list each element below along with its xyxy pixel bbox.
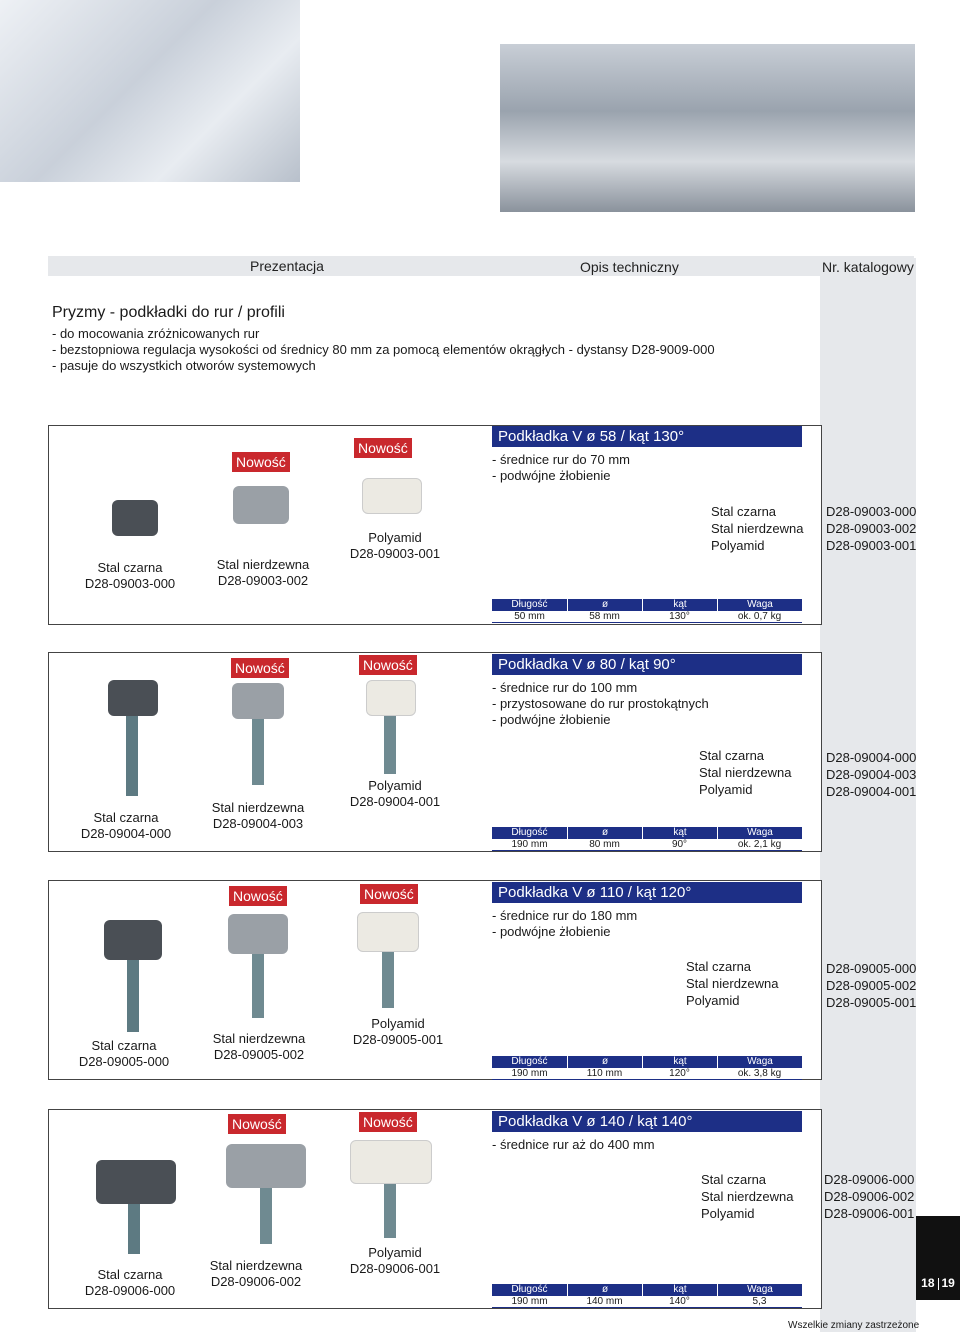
material-list [699,747,792,798]
spec-header: Waga [717,599,802,611]
catalog-code: D28-09003-002 [826,521,917,536]
intro-line: - pasuje do wszystkich otworów systemowych [52,358,316,373]
part-bolt-polyamid [384,716,396,774]
code-list [826,503,916,554]
description-line: - średnice rur do 70 mm [492,452,630,467]
intro-list [52,326,812,374]
spec-header: ø [567,599,642,611]
product-title: Podkładka V ø 140 / kąt 140° [492,1111,802,1132]
catalog-code: D28-09004-001 [826,784,917,799]
item-code: D28-09004-000 [80,826,172,841]
item-label [64,1038,184,1070]
item-label [335,778,455,810]
item-code: D28-09004-001 [349,794,441,809]
item-code: D28-09006-002 [210,1274,302,1289]
item-label [66,810,186,842]
new-badge: Nowość [354,438,412,458]
header-photo-left [0,0,300,182]
part-bolt-stainless [260,1188,272,1244]
material-name: Stal czarna [686,959,752,974]
material-name: Polyamid [701,1206,755,1221]
catalog-code: D28-09006-002 [824,1189,915,1204]
part-image-black [104,920,162,960]
new-badge: Nowość [359,655,417,675]
part-image-black [96,1160,176,1204]
item-code: D28-09005-001 [352,1032,444,1047]
item-material: Polyamid [368,778,422,793]
new-badge: Nowość [228,1114,286,1134]
intro-line: - bezstopniowa regulacja wysokości od średnicy 80 mm za pomocą elementów okrągłych - dystansy D28-9009-000 [52,342,715,357]
new-badge: Nowość [231,658,289,678]
spec-value: 120° [669,1068,690,1079]
part-image-stainless [232,683,284,719]
spec-value: 130° [669,611,690,622]
material-name: Stal nierdzewna [711,521,804,536]
spec-value: ok. 3,8 kg [737,1068,782,1079]
spec-value: 90° [671,839,688,850]
item-code: D28-09005-000 [78,1054,170,1069]
catalog-code: D28-09006-001 [824,1206,915,1221]
part-image-polyamid [357,912,419,952]
catalog-code: D28-09005-001 [826,995,917,1010]
description-line: - średnice rur do 180 mm [492,908,638,923]
item-material: Stal czarna [93,810,159,825]
spec-value: 140 mm [586,1296,623,1307]
spec-header: Waga [717,827,802,839]
spec-value: 190 mm [511,1296,548,1307]
material-name: Stal czarna [711,504,777,519]
item-material: Stal czarna [97,560,163,575]
item-material: Stal nierdzewna [216,557,310,572]
description-line: - podwójne żłobienie [492,924,611,939]
catalog-code: D28-09005-000 [826,961,917,976]
column-header-bar [48,256,914,276]
spec-table [492,1284,802,1308]
spec-value: 58 mm [589,611,620,622]
item-code: D28-09004-003 [212,816,304,831]
page-left: 18 [921,1276,935,1290]
spec-value: 140° [669,1296,690,1307]
spec-value: ok. 2,1 kg [737,839,782,850]
item-code: D28-09003-000 [84,576,176,591]
part-image-black [112,500,158,536]
material-name: Stal nierdzewna [699,765,792,780]
item-material: Polyamid [368,1245,422,1260]
header-prezentacja: Prezentacja [250,258,324,274]
spec-value: ok. 0,7 kg [737,611,782,622]
spec-header: Długość [511,1056,548,1067]
page-divider [938,1278,939,1290]
catalog-code: D28-09006-000 [824,1172,915,1187]
item-code: D28-09003-002 [217,573,309,588]
part-image-stainless [233,486,289,524]
material-list [711,503,804,554]
description-line: - średnice rur do 100 mm [492,680,638,695]
description-line: - podwójne żłobienie [492,468,611,483]
new-badge: Nowość [229,886,287,906]
part-image-polyamid [362,478,422,514]
material-name: Stal czarna [701,1172,767,1187]
item-label [338,1016,458,1048]
item-material: Stal nierdzewna [212,1031,306,1046]
material-list [701,1171,794,1222]
code-list [824,1171,914,1222]
product-title: Podkładka V ø 80 / kąt 90° [492,654,802,675]
spec-table [492,1056,802,1080]
item-label [203,557,323,589]
item-code: D28-09005-002 [213,1047,305,1062]
spec-value: 80 mm [589,839,620,850]
material-name: Polyamid [699,782,753,797]
header-photo-right [500,44,915,212]
material-name: Stal nierdzewna [686,976,779,991]
part-image-black [108,680,158,716]
item-label [70,560,190,592]
part-bolt-polyamid [382,952,394,1008]
intro-title: Pryzmy - podkładki do rur / profili [52,304,285,321]
item-material: Stal czarna [91,1038,157,1053]
product-section [48,425,822,625]
spec-table [492,827,802,851]
part-image-stainless [228,914,288,954]
catalog-code: D28-09003-000 [826,504,917,519]
product-description [492,452,630,484]
part-image-polyamid [366,680,416,716]
part-bolt-stainless [252,719,264,785]
product-description [492,680,709,728]
spec-header: kąt [642,599,717,611]
product-title: Podkładka V ø 58 / kąt 130° [492,426,802,447]
spec-header: Waga [717,1284,802,1296]
spec-header: kąt [642,1284,717,1296]
material-name: Stal czarna [699,748,765,763]
item-code: D28-09003-001 [349,546,441,561]
item-material: Polyamid [371,1016,425,1031]
catalog-code: D28-09004-000 [826,750,917,765]
material-name: Stal nierdzewna [701,1189,794,1204]
header-katalog: Nr. katalogowy [822,259,914,275]
page-right: 19 [941,1276,955,1290]
intro-line: - do mocowania zróżnicowanych rur [52,326,260,341]
footer-note: Wszelkie zmiany zastrzeżone [788,1320,920,1331]
material-name: Polyamid [686,993,740,1008]
spec-value: 5,3 [752,1296,767,1307]
part-bolt-stainless [252,954,264,1018]
description-line: - średnice rur aż do 400 mm [492,1137,655,1152]
new-badge: Nowość [359,1112,417,1132]
spec-header: ø [567,1284,642,1296]
spec-header: Waga [717,1056,802,1068]
item-label [198,800,318,832]
catalog-code: D28-09005-002 [826,978,917,993]
part-bolt-black [127,960,139,1032]
header-opis: Opis techniczny [580,259,679,275]
spec-header: kąt [642,827,717,839]
material-name: Polyamid [711,538,765,553]
catalog-code: D28-09004-003 [826,767,917,782]
part-image-polyamid [350,1140,432,1184]
spec-header: ø [567,1056,642,1068]
part-image-stainless [226,1144,306,1188]
item-label [335,1245,455,1277]
item-material: Stal nierdzewna [209,1258,303,1273]
spec-header: ø [567,827,642,839]
part-bolt-black [126,716,138,796]
spec-table [492,599,802,623]
spec-header: Długość [511,1284,548,1295]
item-code: D28-09006-001 [349,1261,441,1276]
item-label [196,1258,316,1290]
spec-header: Długość [511,827,548,838]
page-number [916,1216,960,1300]
new-badge: Nowość [360,884,418,904]
product-description [492,908,637,940]
code-list [826,749,916,800]
description-line: - podwójne żłobienie [492,712,611,727]
material-list [686,958,779,1009]
part-bolt-black [128,1204,140,1254]
item-label [335,530,455,562]
spec-value: 50 mm [514,611,545,622]
item-material: Stal nierdzewna [211,800,305,815]
catalog-code: D28-09003-001 [826,538,917,553]
item-code: D28-09006-000 [84,1283,176,1298]
spec-value: 110 mm [586,1068,623,1079]
spec-header: Długość [511,599,548,610]
new-badge: Nowość [232,452,290,472]
item-label [199,1031,319,1063]
part-bolt-polyamid [384,1184,396,1238]
item-material: Polyamid [368,530,422,545]
spec-value: 190 mm [511,1068,548,1079]
spec-value: 190 mm [511,839,548,850]
product-title: Podkładka V ø 110 / kąt 120° [492,882,802,903]
product-description [492,1137,655,1153]
description-line: - przystosowane do rur prostokątnych [492,696,709,711]
item-material: Stal czarna [97,1267,163,1282]
code-list [826,960,916,1011]
spec-header: kąt [642,1056,717,1068]
item-label [70,1267,190,1299]
